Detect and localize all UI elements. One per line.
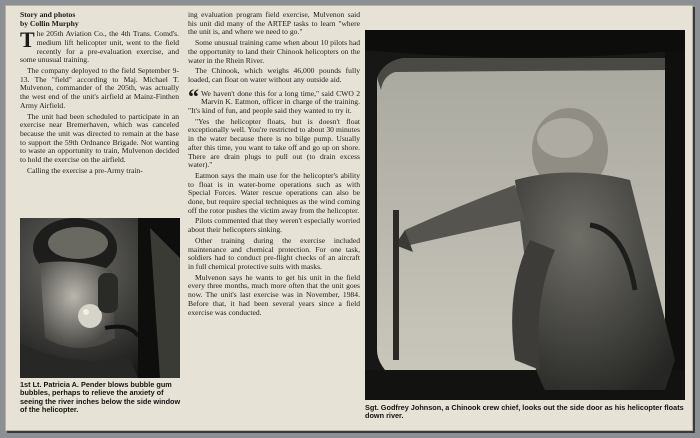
article-column-2 bbox=[188, 11, 360, 319]
article-paragraph: "Yes the helicopter floats, but is doesn't float exceptionally well. You're restricted to about 30 minutes in the water because there is no bilge pump. Usually after this time, you want to take off and go up on shore. There are drain plugs to pull out (to drain excess water)." bbox=[188, 116, 360, 170]
article-paragraph: Calling the exercise a pre-Army train- bbox=[27, 165, 143, 175]
drop-cap: T bbox=[20, 27, 35, 53]
article-paragraph: The Chinook, which weighs 46,000 pounds fully loaded, can float on water without any outside aid. bbox=[188, 66, 360, 84]
article-paragraph bbox=[188, 83, 360, 116]
article-paragraph bbox=[20, 27, 179, 65]
right-photo-caption: Sgt. Godfrey Johnson, a Chinook crew chief, looks out the side door as his helicopter floats down river. bbox=[365, 403, 684, 421]
article-paragraph: Pilots commented that they weren't especially worried about their helicopters sinking. bbox=[188, 216, 360, 235]
paragraph-text: he 205th Aviation Co., the 4th Trans. Comd's. medium lift helicopter unit, went to the field recently for a pre-evaluation exercise, and some unusual training. bbox=[20, 29, 179, 65]
pull-quote-mark: “ bbox=[188, 83, 199, 109]
paragraph-text: We haven't done this for a long time," said CWO 2 Marvin K. Eatmon, officer in charge of the training. "It's kind of fun, and people said they wanted to try it. bbox=[188, 88, 360, 116]
photo-illustration bbox=[365, 30, 685, 400]
byline-credit: Story and photos bbox=[20, 10, 76, 19]
byline bbox=[20, 11, 179, 28]
photo-crew-chief-door bbox=[365, 30, 685, 400]
photo-lieutenant-bubble-gum bbox=[20, 218, 180, 378]
article-paragraph: Eatmon says the main use for the helicopter's ability to float is in water-borne operations such as with Special Forces. Water rescue operations can also be done, but require special techniques as the wind coming off the rotor pushes the victim away from the helicopter. bbox=[188, 170, 360, 215]
article-paragraph: Some unusual training came when about 10 pilots had the opportunity to land their Chinook helicopters on the water in the Rhein River. bbox=[188, 38, 360, 65]
article-paragraph: Mulvenon says he wants to get his unit in the field every three months, much more often that the unit goes now. The unit's last exercise was in November, 1984. Before that, it had been several years since a field exercise was conducted. bbox=[188, 272, 360, 317]
photo-illustration bbox=[20, 218, 180, 378]
article-paragraph: Other training during the exercise included maintenance and chemical protection. For one task, soldiers had to conduct pre-flight checks of an aircraft in full chemical protective suits with masks. bbox=[188, 235, 360, 271]
newspaper-page bbox=[5, 5, 693, 431]
article-column-1 bbox=[20, 11, 179, 177]
article-paragraph: The unit had been scheduled to participate in an exercise near Bremerhaven, which was canceled because the unit was directed to remain at the base to support the 59th Ordnance Brigade. Not wanting to waste an opportunity to train, Mulvenon decided to hold the exercise on the airfield. bbox=[20, 111, 179, 165]
article-paragraph: The company deployed to the field September 9-13. The "field" according to Maj. Michael T. Mulvenon, commander of the 205th, was actually the west end of the unit's airfield at Mainz-Finthen Army Airfield. bbox=[20, 66, 179, 110]
article-paragraph: ing evaluation program field exercise, Mulvenon said his unit did many of the ARTEP tasks to learn "where the unit is, and where we need to go." bbox=[188, 10, 360, 37]
byline-author: by Collin Murphy bbox=[20, 18, 79, 28]
left-photo-caption: 1st Lt. Patricia A. Pender blows bubble gum bubbles, perhaps to relieve the anxiety of seeing the river inches below the side window of the helicopter. bbox=[20, 380, 181, 415]
